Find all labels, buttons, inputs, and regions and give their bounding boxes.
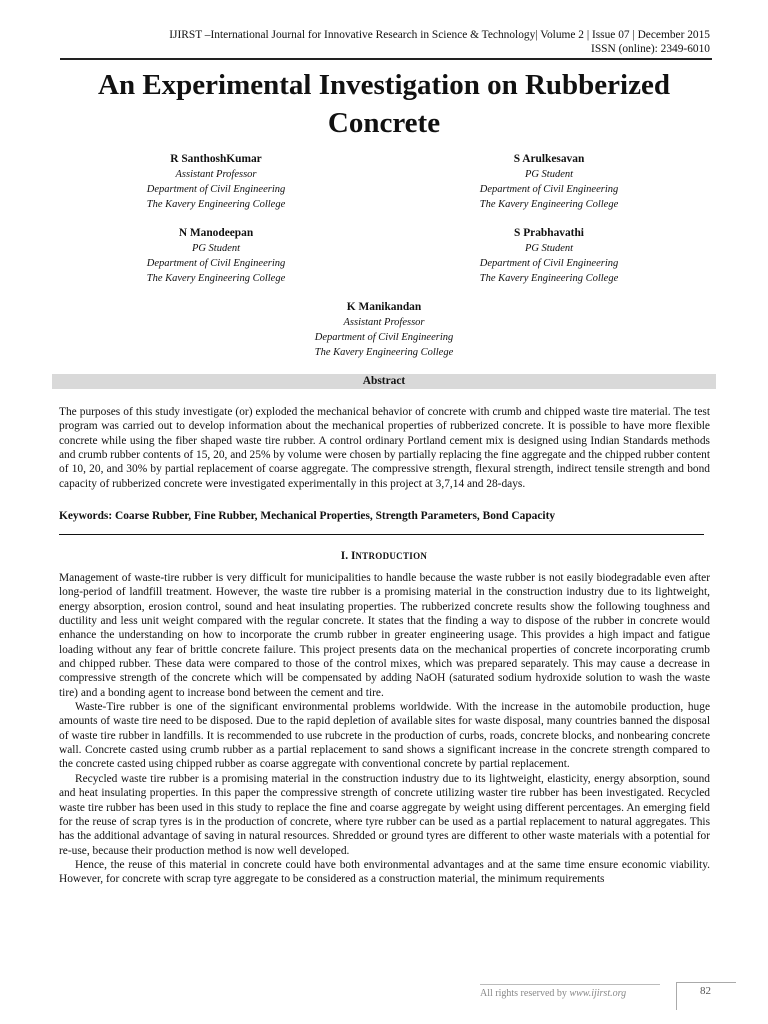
author-role: Assistant Professor xyxy=(175,169,257,180)
author-block-5 xyxy=(264,300,504,360)
author-name: R SanthoshKumar xyxy=(170,153,262,165)
footer-rights xyxy=(480,988,626,999)
author-role: PG Student xyxy=(191,243,241,254)
author-college: The Kavery Engineering College xyxy=(146,273,286,284)
paragraph: Hence, the reuse of this material in concrete could have both environmental advantages and at the same time ensure economic viability. However, for concrete with scrap tyre aggregate to be considered as a construction material, the minimum requirements xyxy=(59,858,710,886)
author-name: S Prabhavathi xyxy=(514,227,584,239)
author-college: The Kavery Engineering College xyxy=(314,347,454,358)
keywords-rule xyxy=(59,534,704,535)
author-name: N Manodeepan xyxy=(178,227,254,239)
footer-site-link[interactable]: www.ijirst.org xyxy=(569,988,627,999)
author-dept: Department of Civil Engineering xyxy=(314,332,454,343)
footer-rights-text: All rights reserved by xyxy=(480,988,570,999)
author-block-1 xyxy=(96,152,336,212)
author-block-4 xyxy=(429,226,669,286)
abstract-text: The purposes of this study investigate (or) exploded the mechanical behavior of concrete with crumb and chipped waste tire material. The test program was carried out to develop information about the mechanical properties of rubberized concrete. It is possible to have more flexible concrete while using the fiber shaped waste tire rubber. A control ordinary Portland cement mix is designed using Indian Standards methods and crumb rubber contents of 15, 20, and 25% by volume were chosen by partially replacing the fine aggregate and the chipped rubber content of 10, 20, and 30% by partial replacement of coarse aggregate. The compressive strength, flexural strength, indirect tensile strength and bond capacity of rubberized concrete were investigated experimentally in this project at 3,7,14 and 28-days. xyxy=(59,406,710,490)
author-block-2 xyxy=(429,152,669,212)
paper-title: An Experimental Investigation on Rubberized Concrete xyxy=(98,69,670,139)
author-block-3 xyxy=(96,226,336,286)
author-dept: Department of Civil Engineering xyxy=(479,184,619,195)
journal-header: IJIRST –International Journal for Innovative Research in Science & Technology| Volume 2 | Issue 07 | December 2015 xyxy=(169,29,710,41)
author-dept: Department of Civil Engineering xyxy=(146,258,286,269)
author-role: PG Student xyxy=(524,169,574,180)
page-number: 82 xyxy=(700,985,711,997)
section-number: I. xyxy=(340,550,349,562)
abstract-heading: Abstract xyxy=(52,374,716,389)
author-college: The Kavery Engineering College xyxy=(146,199,286,210)
header-rule xyxy=(60,58,712,60)
footer-rule xyxy=(480,984,660,985)
paragraph: Recycled waste tire rubber is a promising material in the construction industry due to its lightweight, elasticity, energy absorption, sound and heat insulating properties. In this paper the compressive strength of concrete utilizing waster tire rubber has been investigated. Recycled waste tire rubber has been used in this study to replace the fine and coarse aggregate by weight using different percentages. An emerging field for the reuse of scrap tyres is in the production of concrete, where tyre rubber can be used as a partial replacement to natural aggregates. This has the additional advantage of saving in natural resources. Shredded or ground tyres are different to other waste materials with a potential for re-use, because their production method is now well developed. xyxy=(59,772,710,857)
author-dept: Department of Civil Engineering xyxy=(479,258,619,269)
author-name: K Manikandan xyxy=(346,301,422,313)
keywords: Keywords: Coarse Rubber, Fine Rubber, Mechanical Properties, Strength Parameters, Bond Capacity xyxy=(59,510,556,522)
paragraph: Management of waste-tire rubber is very difficult for municipalities to handle because the waste rubber is not easily biodegradable even after long-period of landfill treatment. However, the waste tire rubber is a promising material in the construction industry due to its lightweight, energy absorption, erosion control, sound and heat insulating properties. The rubberized concrete results show the following toughness and ductility and less unit weight compared with the regular concrete. It states that the finding a way to dispose of the rubber in concrete would enhance the understanding on how to incorporate the crumb rubber in greater engineering usage. This provides a high impact and fatigue loading without any fear of brittle concrete failure. This project presents data on the mechanical properties of concrete incorporating crumb and chipped rubber. These data were compared to those of the control mixes, which was prepared separately. This may cause a decrease in compressive strength of the concrete which will be compensated by adding NaOH (saturated sodium hydroxide solution to wash the waste tire) and a bonding agent to increase bond between the cement and tire. xyxy=(59,572,710,699)
author-dept: Department of Civil Engineering xyxy=(146,184,286,195)
section-title-initial: I xyxy=(350,550,356,562)
page-box-divider xyxy=(676,982,677,1010)
author-name: S Arulkesavan xyxy=(513,153,585,165)
paragraph: Waste-Tire rubber is one of the significant environmental problems worldwide. With the increase in the automobile production, huge amounts of waste tire need to be disposed. Due to the rapid depletion of available sites for waste disposal, many countries banned the disposal of waste tire rubber in landfills. It is recommended to use rubcrete in the production of curbs, roads, concrete blocks, and nonbearing concrete wall. Concrete casted using crumb rubber as a partial replacement to sand shows a significant increase in the concrete strength compared to the concrete casted using chipped rubber as coarse aggregate with conventional concrete by partial replacement. xyxy=(59,701,710,771)
page-number-box xyxy=(676,982,736,1010)
author-college: The Kavery Engineering College xyxy=(479,273,619,284)
issn-line: ISSN (online): 2349-6010 xyxy=(591,43,710,55)
section-title-rest: NTRODUCTION xyxy=(355,551,428,561)
author-role: Assistant Professor xyxy=(343,317,425,328)
introduction-body xyxy=(59,571,710,887)
author-role: PG Student xyxy=(524,243,574,254)
author-college: The Kavery Engineering College xyxy=(479,199,619,210)
section-heading-introduction xyxy=(0,549,768,564)
page-box-top xyxy=(676,982,736,983)
